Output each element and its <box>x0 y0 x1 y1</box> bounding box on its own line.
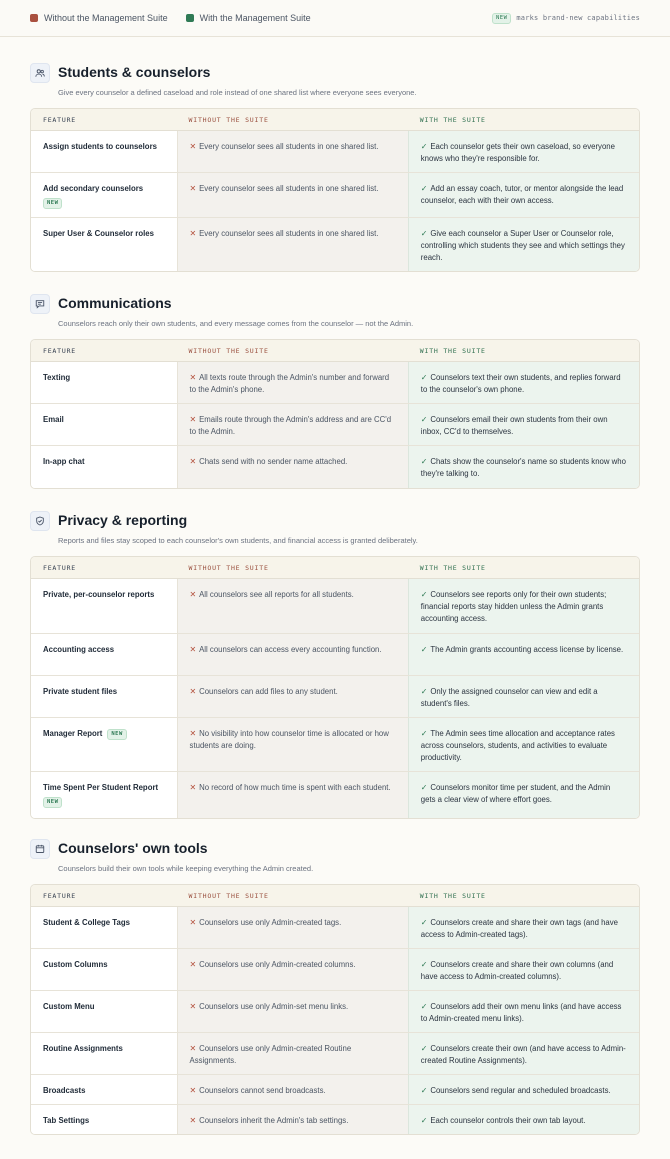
feature-cell: Private student files <box>31 676 177 717</box>
table-row <box>31 1105 639 1134</box>
section-privacy-reporting <box>30 511 640 805</box>
table-row <box>31 634 639 676</box>
comparison-table <box>30 339 640 489</box>
comparison-table <box>30 884 640 1135</box>
without-cell: ✕ Chats send with no sender name attached. <box>177 446 408 488</box>
x-icon: ✕ <box>189 229 197 238</box>
x-icon: ✕ <box>189 645 197 654</box>
without-cell: ✕ All counselors see all reports for all students. <box>177 579 408 633</box>
x-icon: ✕ <box>189 142 197 151</box>
legend-without-label: Without the Management Suite <box>44 13 168 23</box>
x-icon: ✕ <box>189 373 197 382</box>
without-cell: ✕ All counselors can access every accounting function. <box>177 634 408 675</box>
new-badge: NEW <box>43 198 62 209</box>
new-badge: NEW <box>492 13 511 24</box>
col-feature: FEATURE <box>43 115 76 124</box>
check-icon: ✓ <box>420 229 428 238</box>
x-icon: ✕ <box>189 1086 197 1095</box>
x-icon: ✕ <box>189 783 197 792</box>
col-feature: FEATURE <box>43 891 76 900</box>
section-subtitle: Give every counselor a defined caseload and role instead of one shared list where everyone sees everyone. <box>58 88 417 97</box>
with-cell: ✓ Only the assigned counselor can view and edit a student's files. <box>408 676 639 717</box>
table-row <box>31 1075 639 1105</box>
section-subtitle: Counselors reach only their own students, and every message comes from the counselor — not the Admin. <box>58 319 414 328</box>
check-icon: ✓ <box>420 457 428 466</box>
without-cell: ✕ Every counselor sees all students in one shared list. <box>177 131 408 172</box>
without-cell: ✕ Counselors can add files to any student. <box>177 676 408 717</box>
check-icon: ✓ <box>420 1116 428 1125</box>
feature-cell: Tab Settings <box>31 1105 177 1134</box>
with-swatch <box>186 14 194 22</box>
table-row <box>31 907 639 949</box>
table-row <box>31 131 639 173</box>
feature-cell: Add secondary counselors NEW <box>31 173 177 217</box>
table-row <box>31 579 639 634</box>
col-with: WITH THE SUITE <box>419 563 486 572</box>
x-icon: ✕ <box>189 918 197 927</box>
with-cell: ✓ Counselors monitor time per student, and the Admin gets a clear view of where effort goes. <box>408 772 639 818</box>
check-icon: ✓ <box>420 142 428 151</box>
table-row <box>31 446 639 488</box>
x-icon: ✕ <box>189 457 197 466</box>
x-icon: ✕ <box>189 415 197 424</box>
with-cell: ✓ Counselors see reports only for their own students; financial reports stay hidden unless the Admin grants accounting access. <box>408 579 639 633</box>
section-title: Communications <box>58 295 172 311</box>
with-cell: ✓ Counselors add their own menu links (and have access to Admin-created menu links). <box>408 991 639 1032</box>
without-swatch <box>30 14 38 22</box>
col-with: WITH THE SUITE <box>419 346 486 355</box>
table-row <box>31 173 639 218</box>
feature-cell: Manager Report NEW <box>31 718 177 771</box>
section-counselors-tools <box>30 839 640 1125</box>
section-subtitle: Counselors build their own tools while keeping everything the Admin created. <box>58 864 314 873</box>
col-without: WITHOUT THE SUITE <box>188 891 269 900</box>
table-header <box>31 109 639 131</box>
table-row <box>31 676 639 718</box>
section-title: Students & counselors <box>58 64 211 80</box>
without-cell: ✕ Every counselor sees all students in one shared list. <box>177 218 408 271</box>
feature-cell: Broadcasts <box>31 1075 177 1104</box>
col-with: WITH THE SUITE <box>419 891 486 900</box>
table-row <box>31 1033 639 1075</box>
x-icon: ✕ <box>189 1116 197 1125</box>
without-cell: ✕ Counselors use only Admin-set menu links. <box>177 991 408 1032</box>
new-badge: NEW <box>43 797 62 808</box>
with-cell: ✓ Counselors create their own (and have access to Admin-created Routine Assignments). <box>408 1033 639 1074</box>
col-feature: FEATURE <box>43 346 76 355</box>
with-cell: ✓ Counselors email their own students from their own inbox, CC'd to themselves. <box>408 404 639 445</box>
feature-cell: Custom Columns <box>31 949 177 990</box>
x-icon: ✕ <box>189 729 197 738</box>
feature-cell: Assign students to counselors <box>31 131 177 172</box>
shield-icon <box>30 511 50 531</box>
table-row <box>31 991 639 1033</box>
section-students-counselors <box>30 63 640 262</box>
legend-with-label: With the Management Suite <box>199 13 311 23</box>
chat-icon <box>30 294 50 314</box>
check-icon: ✓ <box>420 184 428 193</box>
feature-cell: Custom Menu <box>31 991 177 1032</box>
legend-bar <box>0 0 670 37</box>
with-cell: ✓ Counselors text their own students, and replies forward to the counselor's own phone. <box>408 362 639 403</box>
col-feature: FEATURE <box>43 563 76 572</box>
legend-with <box>186 13 311 23</box>
check-icon: ✓ <box>420 373 428 382</box>
section-title: Privacy & reporting <box>58 512 188 528</box>
col-without: WITHOUT THE SUITE <box>188 115 269 124</box>
without-cell: ✕ No record of how much time is spent with each student. <box>177 772 408 818</box>
without-cell: ✕ Counselors cannot send broadcasts. <box>177 1075 408 1104</box>
check-icon: ✓ <box>420 729 428 738</box>
x-icon: ✕ <box>189 960 197 969</box>
table-row <box>31 362 639 404</box>
with-cell: ✓ Give each counselor a Super User or Counselor role, controlling which students they see and which settings they reach. <box>408 218 639 271</box>
table-row <box>31 718 639 772</box>
legend-without <box>30 13 168 23</box>
feature-cell: Time Spent Per Student Report NEW <box>31 772 177 818</box>
check-icon: ✓ <box>420 645 428 654</box>
with-cell: ✓ The Admin sees time allocation and acceptance rates across counselors, students, and activities to evaluate productivity. <box>408 718 639 771</box>
calendar-icon <box>30 839 50 859</box>
with-cell: ✓ Counselors send regular and scheduled broadcasts. <box>408 1075 639 1104</box>
x-icon: ✕ <box>189 184 197 193</box>
feature-cell: Student & College Tags <box>31 907 177 948</box>
feature-cell: Private, per-counselor reports <box>31 579 177 633</box>
table-row <box>31 772 639 818</box>
with-cell: ✓ Add an essay coach, tutor, or mentor alongside the lead counselor, each with their own access. <box>408 173 639 217</box>
check-icon: ✓ <box>420 1002 428 1011</box>
feature-cell: In-app chat <box>31 446 177 488</box>
legend-new-note <box>492 13 640 24</box>
feature-cell: Texting <box>31 362 177 403</box>
comparison-table <box>30 556 640 819</box>
without-cell: ✕ All texts route through the Admin's number and forward to the Admin's phone. <box>177 362 408 403</box>
without-cell: ✕ Every counselor sees all students in one shared list. <box>177 173 408 217</box>
table-header <box>31 557 639 579</box>
table-row <box>31 218 639 271</box>
x-icon: ✕ <box>189 590 197 599</box>
with-cell: ✓ Each counselor controls their own tab layout. <box>408 1105 639 1134</box>
without-cell: ✕ Emails route through the Admin's address and are CC'd to the Admin. <box>177 404 408 445</box>
check-icon: ✓ <box>420 783 428 792</box>
check-icon: ✓ <box>420 960 428 969</box>
table-header <box>31 885 639 907</box>
feature-cell: Super User & Counselor roles <box>31 218 177 271</box>
with-cell: ✓ Counselors create and share their own columns (and have access to Admin-created columns). <box>408 949 639 990</box>
col-without: WITHOUT THE SUITE <box>188 346 269 355</box>
x-icon: ✕ <box>189 687 197 696</box>
without-cell: ✕ Counselors inherit the Admin's tab settings. <box>177 1105 408 1134</box>
users-icon <box>30 63 50 83</box>
x-icon: ✕ <box>189 1044 197 1053</box>
check-icon: ✓ <box>420 415 428 424</box>
new-note-text: marks brand-new capabilities <box>516 14 640 22</box>
without-cell: ✕ Counselors use only Admin-created columns. <box>177 949 408 990</box>
new-badge: NEW <box>107 729 126 740</box>
feature-cell: Routine Assignments <box>31 1033 177 1074</box>
check-icon: ✓ <box>420 918 428 927</box>
table-row <box>31 949 639 991</box>
with-cell: ✓ Chats show the counselor's name so students know who they're talking to. <box>408 446 639 488</box>
with-cell: ✓ Each counselor gets their own caseload, so everyone knows who they're responsible for. <box>408 131 639 172</box>
x-icon: ✕ <box>189 1002 197 1011</box>
check-icon: ✓ <box>420 687 428 696</box>
check-icon: ✓ <box>420 590 428 599</box>
feature-cell: Accounting access <box>31 634 177 675</box>
col-without: WITHOUT THE SUITE <box>188 563 269 572</box>
col-with: WITH THE SUITE <box>419 115 486 124</box>
table-header <box>31 340 639 362</box>
with-cell: ✓ The Admin grants accounting access license by license. <box>408 634 639 675</box>
section-subtitle: Reports and files stay scoped to each counselor's own students, and financial access is granted deliberately. <box>58 536 418 545</box>
table-row <box>31 404 639 446</box>
with-cell: ✓ Counselors create and share their own tags (and have access to Admin-created tags). <box>408 907 639 948</box>
comparison-table <box>30 108 640 272</box>
feature-cell: Email <box>31 404 177 445</box>
without-cell: ✕ No visibility into how counselor time is allocated or how students are doing. <box>177 718 408 771</box>
check-icon: ✓ <box>420 1086 428 1095</box>
section-communications <box>30 294 640 478</box>
check-icon: ✓ <box>420 1044 428 1053</box>
without-cell: ✕ Counselors use only Admin-created Routine Assignments. <box>177 1033 408 1074</box>
section-title: Counselors' own tools <box>58 840 208 856</box>
without-cell: ✕ Counselors use only Admin-created tags. <box>177 907 408 948</box>
